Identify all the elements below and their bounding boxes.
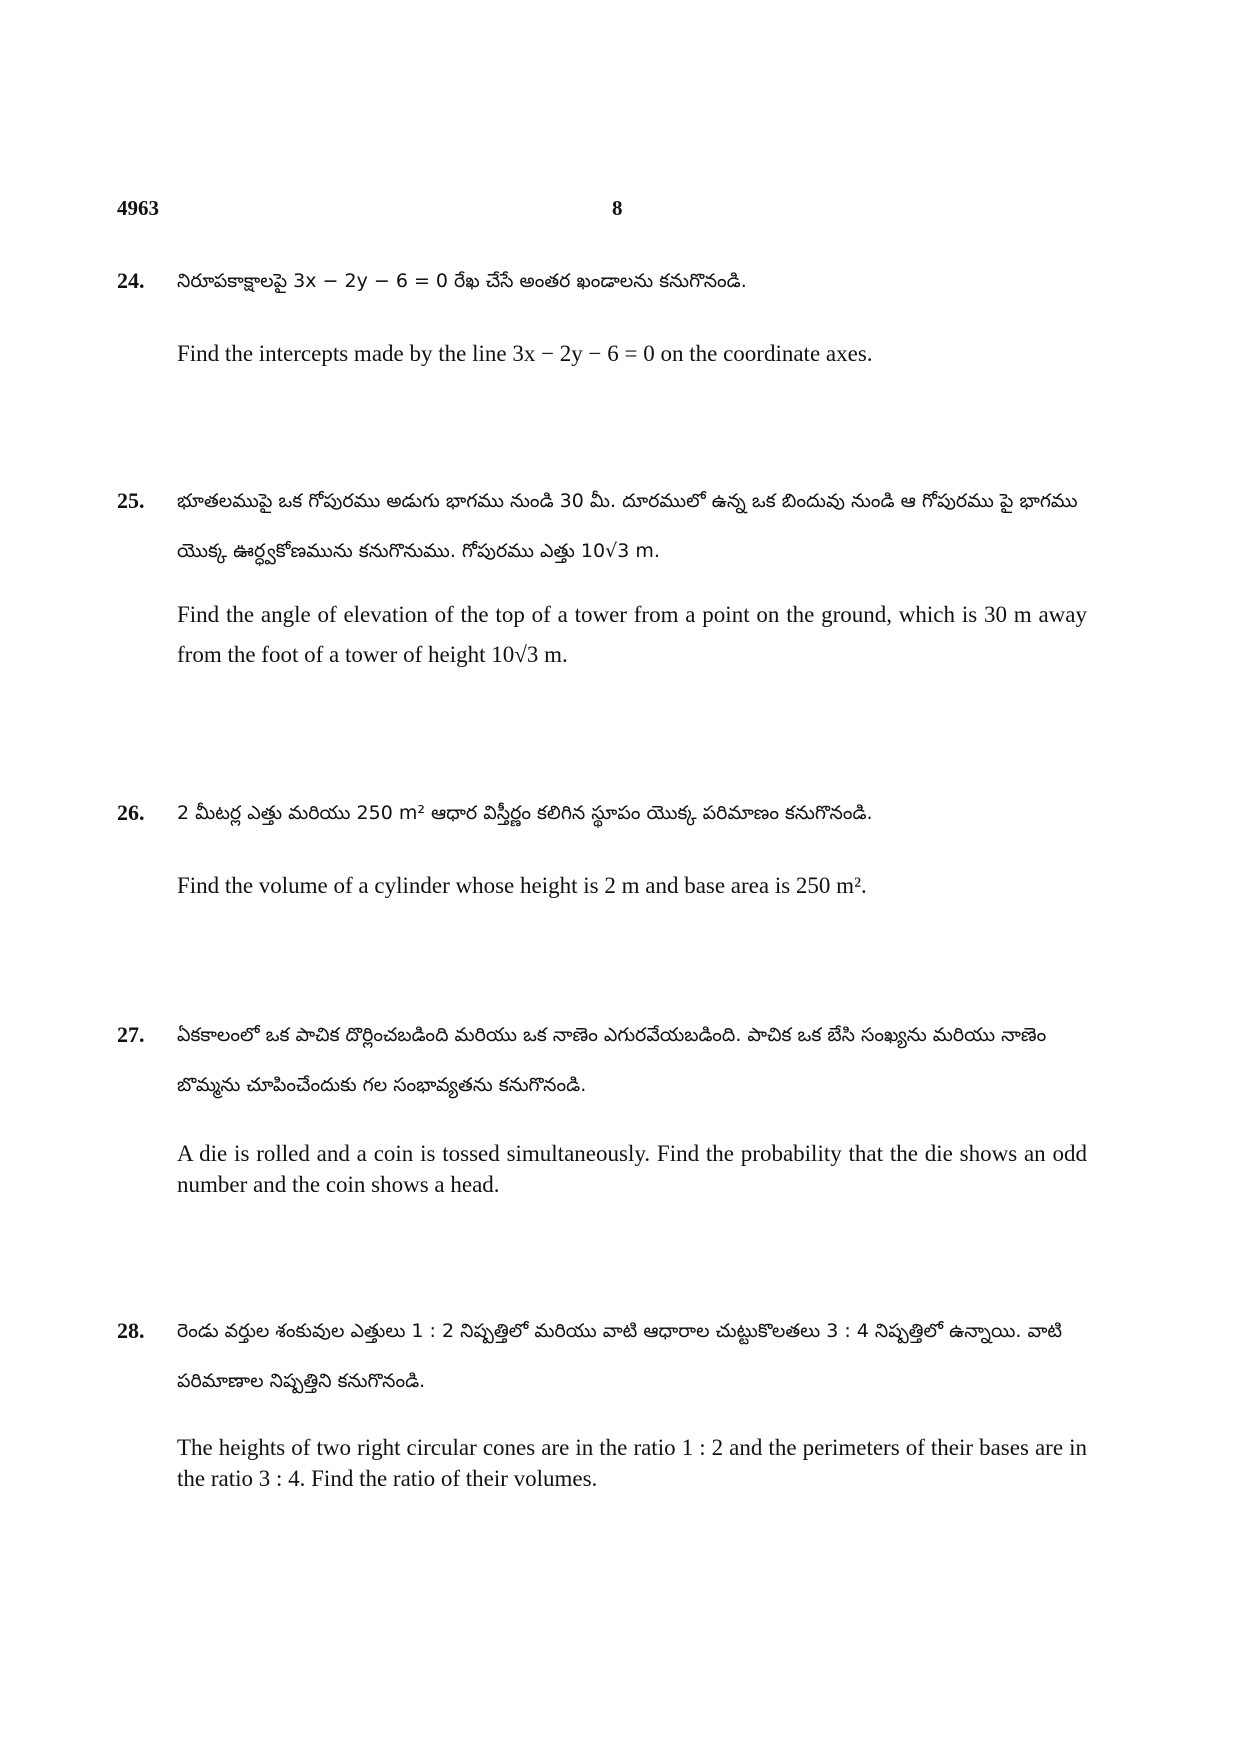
page-number: 8 <box>612 196 623 220</box>
question-text-telugu: నిరూపకాక్షాలపై 3x − 2y − 6 = 0 రేఖ చేసే అంతర ఖండాలను కనుగొనండి. <box>177 270 747 292</box>
question-text-english: A die is rolled and a coin is tossed simultaneously. Find the probability that the die shows an odd number and the coin shows a head. <box>177 1141 1087 1197</box>
question-number: 28. <box>117 1318 145 1343</box>
question-number: 24. <box>117 268 145 293</box>
question-number: 27. <box>117 1022 145 1047</box>
question-number: 26. <box>117 800 145 825</box>
question-number: 25. <box>117 488 145 513</box>
paper-code: 4963 <box>117 196 159 220</box>
question-text-telugu: 2 మీటర్ల ఎత్తు మరియు 250 m² ఆధార విస్తీర్ణం కలిగిన స్థూపం యొక్క పరిమాణం కనుగొనండి. <box>177 802 873 824</box>
question-text-english: Find the intercepts made by the line 3x − 2y − 6 = 0 on the coordinate axes. <box>177 341 873 366</box>
question-text-english: Find the volume of a cylinder whose height is 2 m and base area is 250 m². <box>177 873 867 898</box>
question-text-english: Find the angle of elevation of the top of a tower from a point on the ground, which is 30 m away from the foot of a tower of height 10√3 m. <box>177 602 1087 667</box>
question-text-telugu: భూతలముపై ఒక గోపురము అడుగు భాగము నుండి 30 మీ. దూరములో ఉన్న ఒక బిందువు నుండి ఆ గోపురము పై భాగము యొక్క ఊర్ధ్వకోణమును కనుగొనుము. గోపురము ఎత్తు 10√3 m. <box>177 490 1078 562</box>
question-text-english: The heights of two right circular cones are in the ratio 1 : 2 and the perimeters of their bases are in the ratio 3 : 4. Find the ratio of their volumes. <box>177 1435 1087 1491</box>
question-text-telugu: ఏకకాలంలో ఒక పాచిక దొర్లించబడింది మరియు ఒక నాణెం ఎగురవేయబడింది. పాచిక ఒక బేసి సంఖ్యను మరియు నాణెం బొమ్మను చూపించేందుకు గల సంభావ్యతను కనుగొనండి. <box>177 1024 1047 1096</box>
question-text-telugu: రెండు వర్తుల శంకువుల ఎత్తులు 1 : 2 నిష్పత్తిలో మరియు వాటి ఆధారాల చుట్టుకొలతలు 3 : 4 నిష్పత్తిలో ఉన్నాయి. వాటి పరిమాణాల నిష్పత్తిని కనుగొనండి. <box>177 1320 1063 1392</box>
